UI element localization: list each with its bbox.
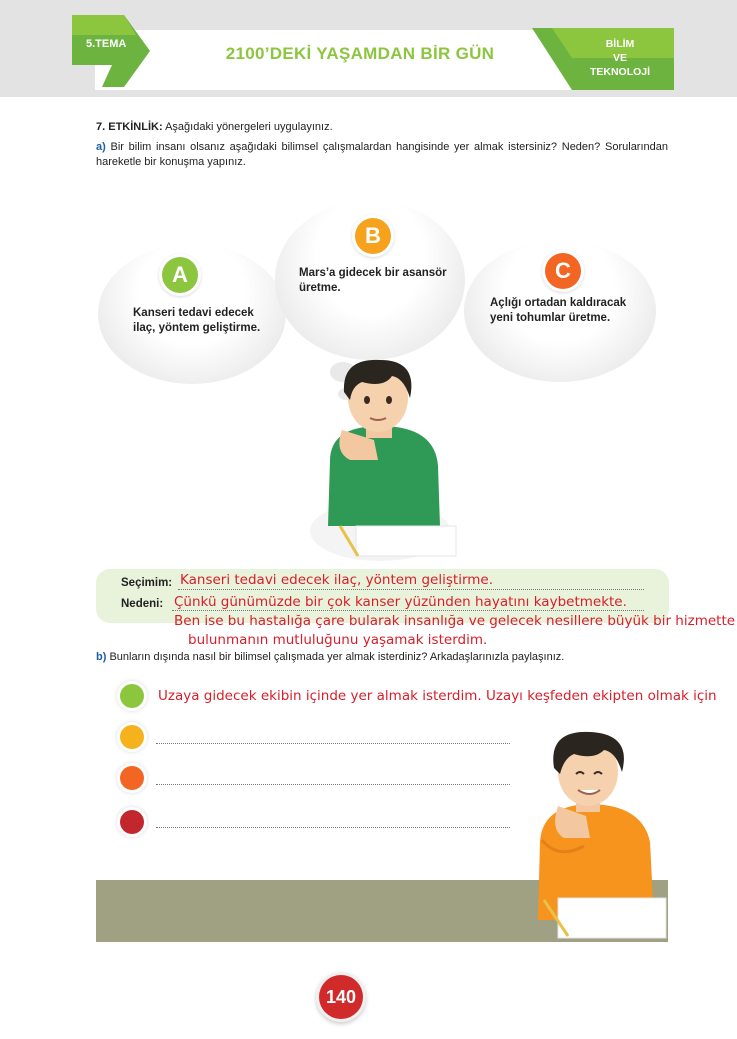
part-b-answer-1[interactable]: Uzaya gidecek ekibin içinde yer almak isterdim. Uzayı keşfeden ekipten olmak için: [158, 688, 717, 704]
choice-answer[interactable]: Kanseri tedavi edecek ilaç, yöntem geliştirme.: [180, 572, 494, 588]
choice-label: Seçimim:: [121, 577, 173, 589]
smiling-boy-illustration: [528, 730, 668, 942]
option-c-badge: C: [545, 253, 581, 289]
category-line-2: VE: [612, 52, 627, 64]
answer-bullet-1: [120, 684, 144, 708]
part-a-label: a): [96, 141, 106, 153]
activity-number: 7. ETKİNLİK:: [96, 121, 163, 133]
option-a-text: Kanseri tedavi edecek ilaç, yöntem geliştirme.: [133, 307, 261, 334]
reason-answer-line-2[interactable]: Ben ise bu hastalığa çare bularak insanlığa ve gelecek nesillere büyük bir hizmette: [174, 613, 736, 629]
reason-answer-line-1[interactable]: Çünkü günümüzde bir çok kanser yüzünden hayatını kaybetmekte.: [174, 594, 627, 610]
answer-bullet-4: [120, 810, 144, 834]
part-b-text: Bunların dışında nasıl bir bilimsel çalışmada yer almak isterdiniz? Arkadaşlarınızla paylaşınız.: [109, 651, 565, 663]
thinking-boy-illustration: [300, 356, 460, 561]
theme-ribbon: [72, 15, 150, 87]
reason-answer-line-3[interactable]: bulunmanın mutluluğunu yaşamak isterdim.: [188, 632, 488, 648]
activity-heading: [96, 121, 333, 133]
part-b-question: [96, 651, 564, 663]
option-b-text: Mars’a gidecek bir asansör üretme.: [299, 267, 447, 294]
answer-line-4[interactable]: [156, 826, 510, 828]
answer-bullet-2: [120, 725, 144, 749]
option-a-badge: A: [162, 257, 198, 293]
option-c-text: Açlığı ortadan kaldıracak yeni tohumlar üretme.: [490, 297, 627, 324]
page-number: 140: [319, 975, 363, 1019]
activity-instruction: Aşağıdaki yönergeleri uygulayınız.: [165, 121, 333, 133]
category-label: [580, 37, 660, 79]
answer-line-2[interactable]: [156, 742, 510, 744]
category-line-3: TEKNOLOJİ: [589, 66, 651, 78]
category-line-1: BİLİM: [605, 38, 635, 50]
part-a-question: [96, 140, 668, 170]
part-a-text: Bir bilim insanı olsanız aşağıdaki bilimsel çalışmalardan hangisinde yer almak istersiniz? Neden? Sorularından hareketle bir konuşma yapınız.: [96, 141, 668, 168]
part-b-label: b): [96, 651, 107, 663]
theme-label: 5.TEMA: [86, 38, 127, 50]
reason-label: Nedeni:: [121, 598, 164, 610]
answer-line-3[interactable]: [156, 783, 510, 785]
answer-bullet-3: [120, 766, 144, 790]
page-title: 2100’DEKİ YAŞAMDAN BİR GÜN: [225, 44, 495, 63]
option-b-badge: B: [355, 218, 391, 254]
